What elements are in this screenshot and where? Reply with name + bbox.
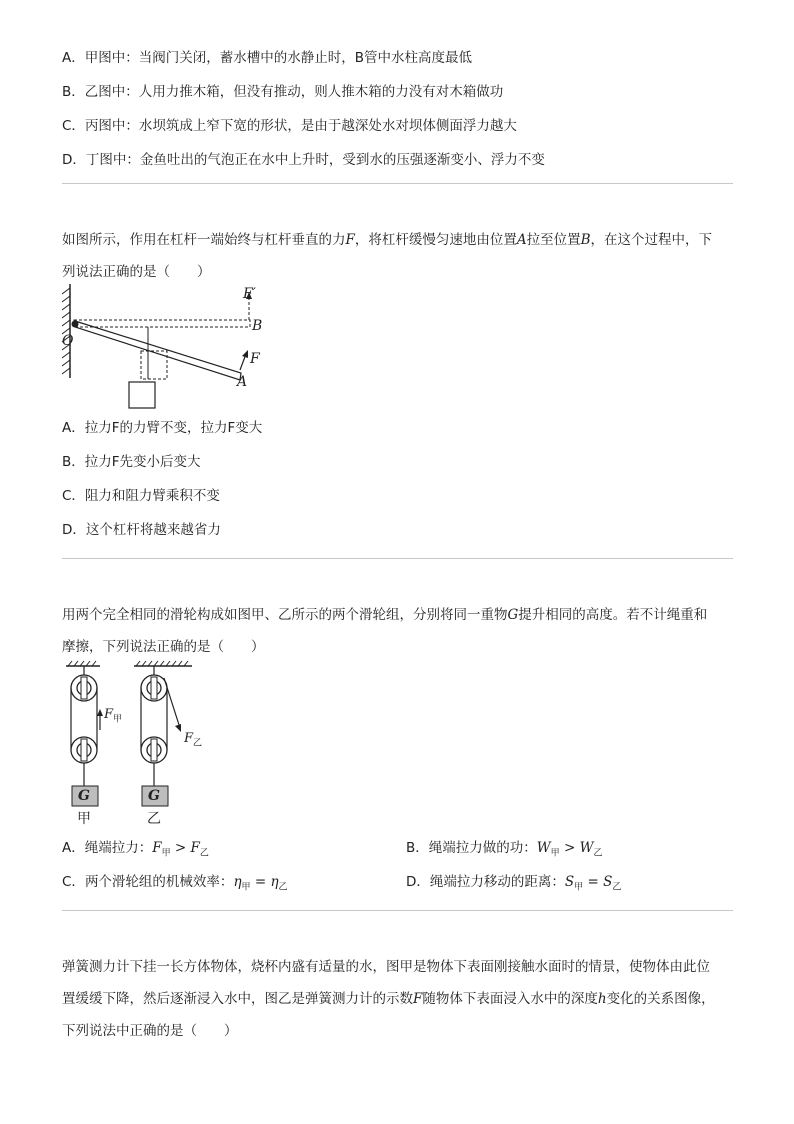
stem-var: B — [580, 232, 591, 248]
option-label: C． — [62, 488, 85, 504]
stem-text: 变化的关系图像， — [606, 991, 715, 1007]
option-a[interactable] — [62, 416, 262, 436]
option-label: C． — [62, 874, 85, 890]
option-text: 两个滑轮组的机械效率： — [84, 874, 234, 890]
stem-text: 用两个完全相同的滑轮构成如图甲、乙所示的两个滑轮组，分别将同一重物 — [62, 607, 508, 623]
option-text: 丙图中：水坝筑成上窄下宽的形状，是由于越深处水对坝体侧面浮力越大 — [84, 118, 517, 134]
option-formula: $S_甲 = S_乙$ — [564, 874, 622, 893]
option-b[interactable] — [62, 80, 503, 100]
option-label: B． — [62, 454, 85, 470]
option-formula: $\eta_甲 = \eta_乙$ — [233, 874, 288, 893]
stem-text: ，在这个过程中，下 — [590, 232, 713, 248]
option-c[interactable] — [62, 114, 517, 134]
option-a[interactable] — [62, 836, 209, 859]
option-d[interactable] — [62, 518, 221, 538]
figure-label-a: A — [237, 374, 248, 390]
stem-text: 随物体下表面浸入水中的深度 — [422, 991, 598, 1007]
stem-text: 置缓缓下降，然后逐渐浸入水中，图乙是弹簧测力计的示数 — [62, 991, 413, 1007]
stem-text: ，将杠杆缓慢匀速地由位置 — [354, 232, 517, 248]
stem-var: F — [345, 232, 355, 248]
stem-var: h — [597, 991, 607, 1007]
question-stem-lever-line1 — [62, 228, 712, 248]
option-text: 拉力F的力臂不变，拉力F变大 — [84, 420, 263, 436]
option-text: 绳端拉力做的功： — [428, 840, 537, 856]
option-b[interactable] — [62, 450, 201, 470]
stem-text: 提升相同的高度。若不计绳重和 — [518, 607, 708, 623]
option-d[interactable] — [406, 870, 621, 893]
question-stem-spring-line2 — [62, 987, 715, 1007]
question-stem-lever-line2: 列说法正确的是（ ） — [62, 264, 211, 280]
stem-var: F — [413, 991, 423, 1007]
figure-label-yi: 乙 — [147, 811, 161, 827]
option-text: 拉力F先变小后变大 — [84, 454, 201, 470]
option-text: 绳端拉力： — [84, 840, 153, 856]
option-label: D． — [62, 152, 86, 168]
option-formula: $F_甲 > F_乙$ — [152, 840, 209, 859]
figure-label-g: G — [78, 788, 90, 804]
option-d[interactable] — [62, 148, 545, 168]
figure-label-jia: 甲 — [77, 811, 91, 827]
figure-label-g: G — [148, 788, 160, 804]
figure-label-f-yi: $F_乙$ — [184, 731, 203, 749]
question-divider — [62, 183, 733, 184]
question-stem-pulley-line1 — [62, 603, 707, 623]
option-c[interactable] — [62, 870, 288, 893]
option-label: A． — [62, 420, 85, 436]
option-c[interactable] — [62, 484, 220, 504]
option-label: B． — [62, 84, 85, 100]
option-label: C． — [62, 118, 85, 134]
option-label: A． — [62, 840, 85, 856]
option-text: 乙图中：人用力推木箱，但没有推动，则人推木箱的力没有对木箱做功 — [84, 84, 504, 100]
question-stem-pulley-line2: 摩擦，下列说法正确的是（ ） — [62, 639, 265, 655]
question-stem-spring-line1: 弹簧测力计下挂一长方体物体，烧杯内盛有适量的水，图甲是物体下表面刚接触水面时的情景，使物体由此位 — [62, 959, 710, 975]
option-text: 这个杠杆将越来越省力 — [85, 522, 221, 538]
stem-var: A — [516, 232, 527, 248]
figure-label-f-prime: F′ — [243, 286, 256, 302]
option-label: B． — [406, 840, 429, 856]
stem-text: 如图所示，作用在杠杆一端始终与杠杆垂直的力 — [62, 232, 346, 248]
question-divider — [62, 558, 733, 559]
option-text: 阻力和阻力臂乘积不变 — [84, 488, 220, 504]
figure-label-f-jia: $F_甲$ — [104, 707, 123, 725]
option-b[interactable] — [406, 836, 602, 859]
option-text: 绳端拉力移动的距离： — [429, 874, 565, 890]
option-label: A． — [62, 50, 85, 66]
option-label: D． — [406, 874, 430, 890]
stem-text: 拉至位置 — [526, 232, 581, 248]
option-text: 甲图中：当阀门关闭，蓄水槽中的水静止时，B管中水柱高度最低 — [84, 50, 473, 66]
option-text: 丁图中：金鱼吐出的气泡正在水中上升时，受到水的压强逐渐变小、浮力不变 — [85, 152, 545, 168]
figure-label-o: O — [62, 333, 74, 349]
option-label: D． — [62, 522, 86, 538]
option-formula: $W_甲 > W_乙$ — [536, 840, 603, 859]
question-stem-spring-line3: 下列说法中正确的是（ ） — [62, 1023, 238, 1039]
option-a[interactable] — [62, 46, 472, 66]
stem-var: G — [507, 607, 519, 623]
question-divider — [62, 910, 733, 911]
figure-label-f: F — [250, 351, 260, 367]
figure-label-b: B — [252, 318, 263, 334]
